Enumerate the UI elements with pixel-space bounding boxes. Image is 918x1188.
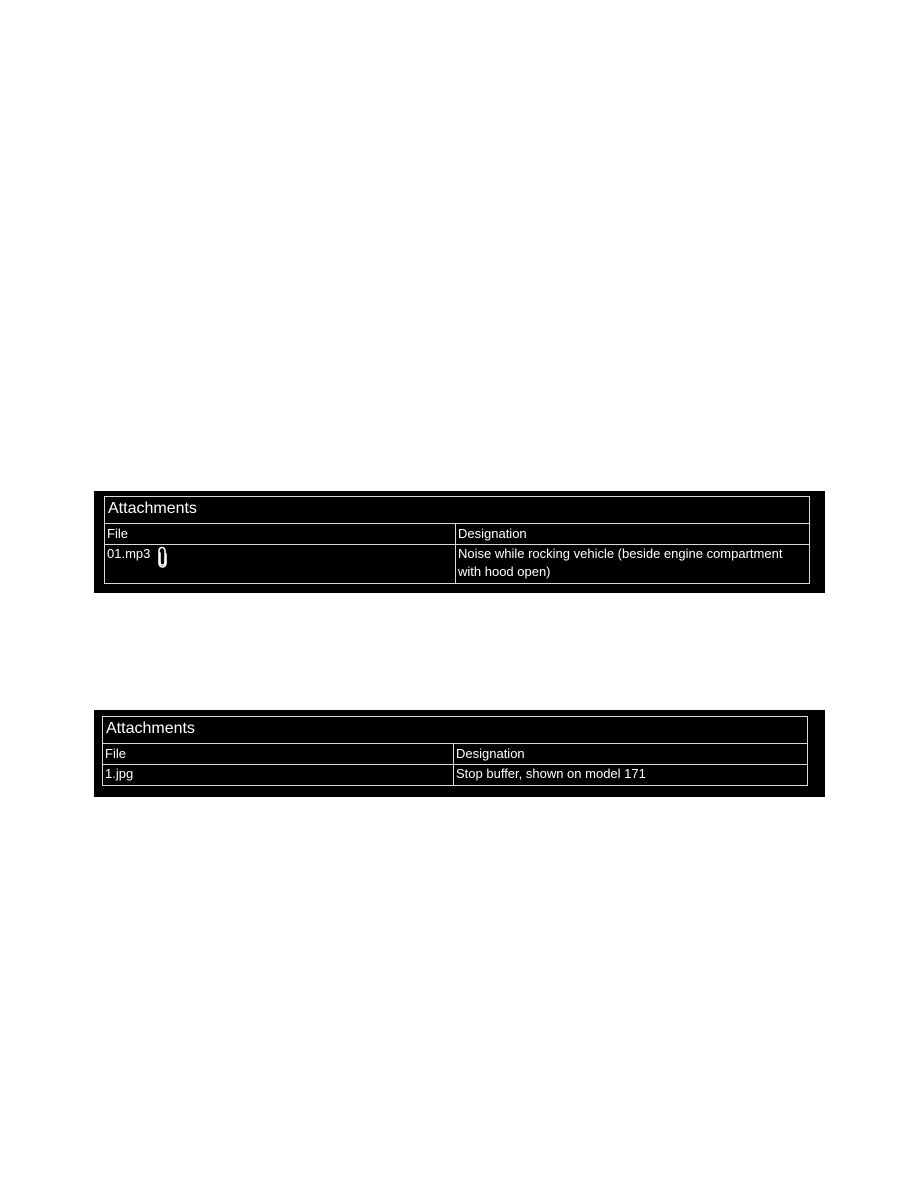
designation-cell: Stop buffer, shown on model 171 — [454, 765, 808, 786]
attachments-panel-1 — [94, 491, 825, 593]
file-link[interactable]: 1.jpg — [105, 766, 134, 781]
column-header-file: File — [103, 744, 454, 765]
table-row — [105, 545, 810, 584]
attachments-table-1 — [104, 496, 810, 584]
table-row — [103, 765, 808, 786]
attachments-title: Attachments — [105, 497, 810, 524]
attachments-title: Attachments — [103, 717, 808, 744]
attachments-table-2 — [102, 716, 808, 786]
attachments-panel-2 — [94, 710, 825, 797]
column-header-designation: Designation — [454, 744, 808, 765]
file-link[interactable]: 01.mp3 — [107, 546, 151, 561]
designation-cell: Noise while rocking vehicle (beside engine compartment with hood open) — [456, 545, 810, 584]
column-header-file: File — [105, 524, 456, 545]
column-header-designation: Designation — [456, 524, 810, 545]
paperclip-icon[interactable] — [157, 546, 168, 573]
file-cell — [103, 765, 454, 786]
file-cell — [105, 545, 456, 584]
